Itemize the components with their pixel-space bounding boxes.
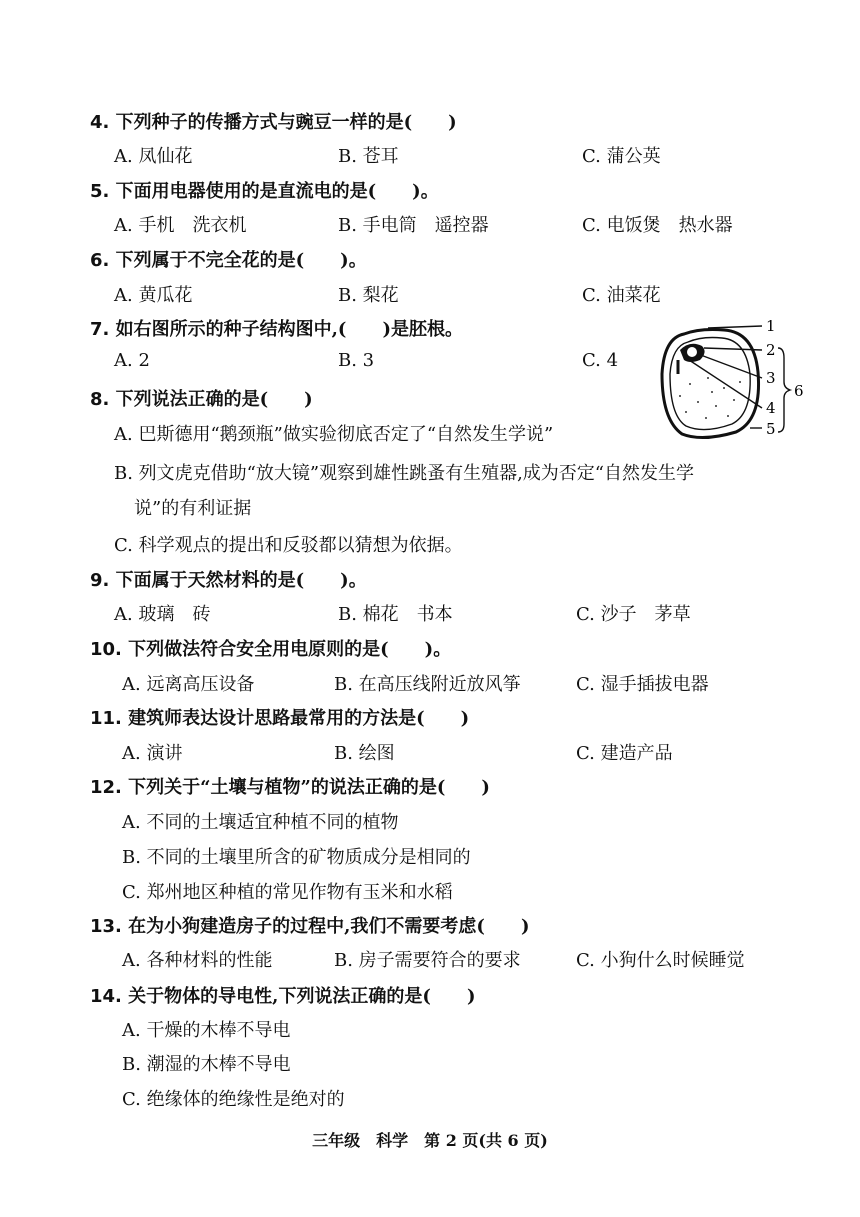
- q8-option-a: A. 巴斯德用“鹅颈瓶”做实验彻底否定了“自然发生学说”: [114, 424, 554, 445]
- question-13: 13. 在为小狗建造房子的过程中,我们不需要考虑( ): [90, 916, 530, 937]
- q7-option-c: C. 4: [582, 350, 619, 371]
- q10-option-c: C. 湿手插拔电器: [576, 674, 709, 695]
- q9-option-a: A. 玻璃 砖: [114, 604, 211, 625]
- question-8: 8. 下列说法正确的是( ): [90, 389, 313, 410]
- q6-option-c: C. 油菜花: [582, 285, 661, 306]
- question-12: 12. 下列关于“土壤与植物”的说法正确的是( ): [90, 777, 490, 798]
- q4-option-c: C. 蒲公英: [582, 146, 661, 167]
- seed-label-6: 6: [794, 382, 804, 400]
- seed-label-3: 3: [766, 369, 776, 387]
- question-7: 7. 如右图所示的种子结构图中,( )是胚根。: [90, 319, 463, 340]
- q11-option-b: B. 绘图: [334, 743, 395, 764]
- seed-label-1: 1: [766, 317, 776, 335]
- question-5: 5. 下面用电器使用的是直流电的是( )。: [90, 181, 439, 202]
- seed-label-2: 2: [766, 341, 776, 359]
- q5-option-c: C. 电饭煲 热水器: [582, 215, 733, 236]
- q6-option-a: A. 黄瓜花: [114, 285, 193, 306]
- seed-label-4: 4: [766, 399, 776, 417]
- q4-option-b: B. 苍耳: [338, 146, 399, 167]
- question-10: 10. 下列做法符合安全用电原则的是( )。: [90, 639, 452, 660]
- q13-option-a: A. 各种材料的性能: [122, 950, 273, 971]
- question-9: 9. 下面属于天然材料的是( )。: [90, 570, 367, 591]
- q11-option-c: C. 建造产品: [576, 743, 673, 764]
- page-footer: 三年级 科学 第 2 页(共 6 页): [312, 1131, 548, 1150]
- question-6: 6. 下列属于不完全花的是( )。: [90, 250, 367, 271]
- q12-option-c: C. 郑州地区种植的常见作物有玉米和水稻: [122, 882, 453, 903]
- q13-option-c: C. 小狗什么时候睡觉: [576, 950, 745, 971]
- seed-structure-figure: [650, 312, 830, 447]
- q6-option-b: B. 梨花: [338, 285, 399, 306]
- q8-option-b-cont: 说”的有利证据: [134, 498, 252, 519]
- q4-option-a: A. 凤仙花: [114, 146, 193, 167]
- q12-option-a: A. 不同的土壤适宜种植不同的植物: [122, 812, 399, 833]
- q11-option-a: A. 演讲: [122, 743, 183, 764]
- question-14: 14. 关于物体的导电性,下列说法正确的是( ): [90, 986, 476, 1007]
- q7-option-a: A. 2: [114, 350, 150, 371]
- q13-option-b: B. 房子需要符合的要求: [334, 950, 521, 971]
- q14-option-b: B. 潮湿的木棒不导电: [122, 1054, 291, 1075]
- q14-option-c: C. 绝缘体的绝缘性是绝对的: [122, 1089, 345, 1110]
- question-11: 11. 建筑师表达设计思路最常用的方法是( ): [90, 708, 470, 729]
- q5-option-a: A. 手机 洗衣机: [114, 215, 247, 236]
- q8-option-c: C. 科学观点的提出和反驳都以猜想为依据。: [114, 535, 463, 556]
- q12-option-b: B. 不同的土壤里所含的矿物质成分是相同的: [122, 847, 471, 868]
- q8-option-b: B. 列文虎克借助“放大镜”观察到雄性跳蚤有生殖器,成为否定“自然发生学: [114, 463, 694, 484]
- q10-option-b: B. 在高压线附近放风筝: [334, 674, 521, 695]
- q7-option-b: B. 3: [338, 350, 375, 371]
- seed-label-5: 5: [766, 420, 776, 438]
- q5-option-b: B. 手电筒 遥控器: [338, 215, 489, 236]
- question-4: 4. 下列种子的传播方式与豌豆一样的是( ): [90, 112, 457, 133]
- q14-option-a: A. 干燥的木棒不导电: [122, 1020, 291, 1041]
- q9-option-c: C. 沙子 茅草: [576, 604, 691, 625]
- q10-option-a: A. 远离高压设备: [122, 674, 255, 695]
- q9-option-b: B. 棉花 书本: [338, 604, 453, 625]
